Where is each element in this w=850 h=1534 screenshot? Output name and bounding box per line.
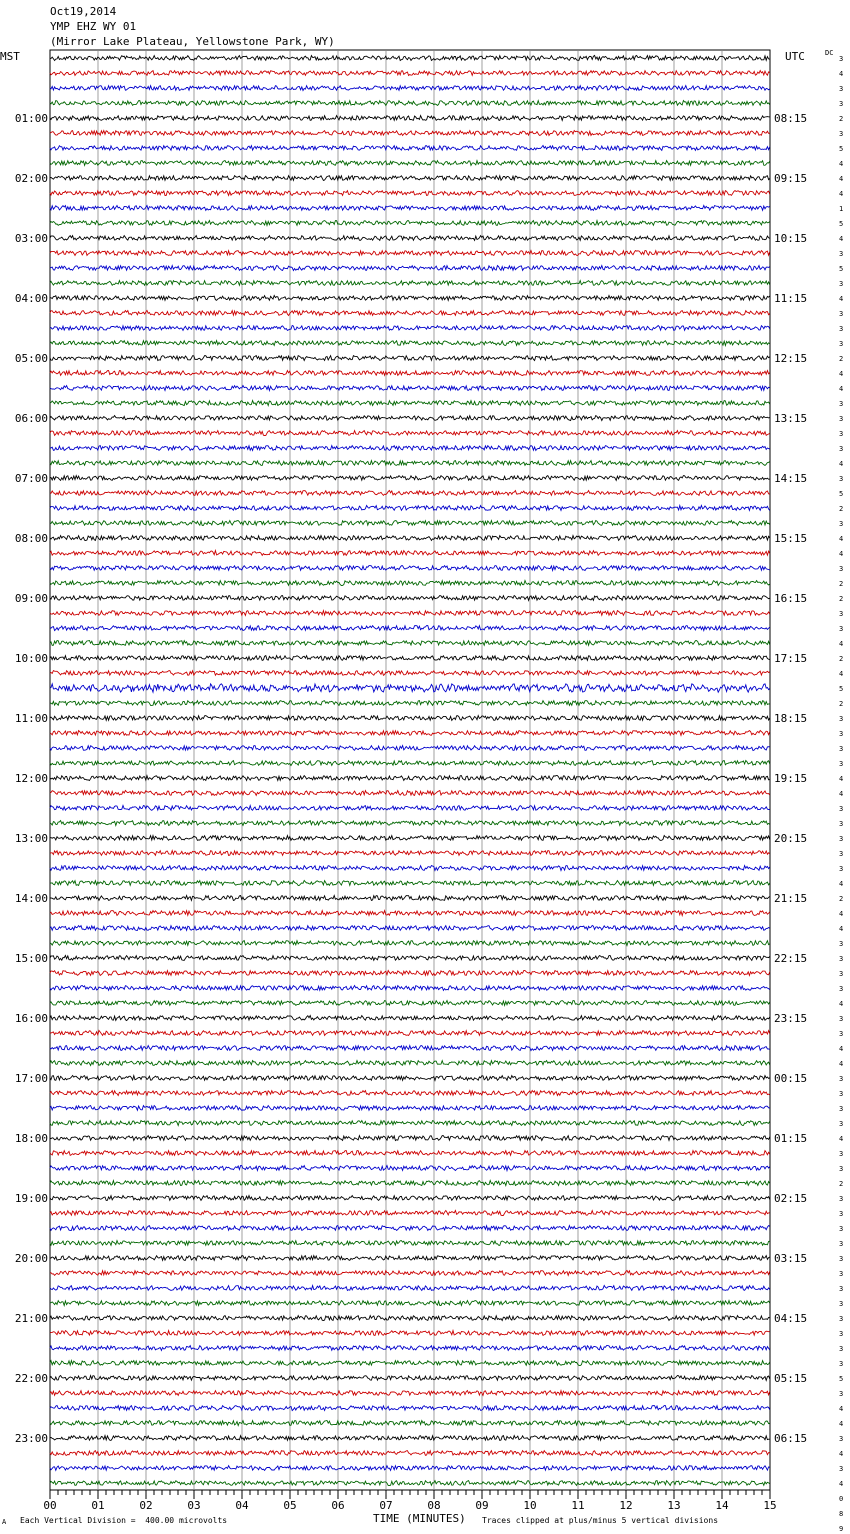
seismic-trace: [50, 191, 770, 196]
seismic-trace: [50, 371, 770, 376]
dc-offset-value: 3: [839, 1390, 844, 1398]
dc-offset-value: 3: [839, 820, 844, 828]
dc-offset-value: 3: [839, 1150, 844, 1158]
utc-hour-label: 13:15: [774, 412, 808, 425]
dc-offset-value: 3: [839, 760, 844, 768]
seismic-trace: [50, 1061, 770, 1066]
dc-offset-value: 4: [839, 775, 844, 783]
dc-offset-value: 4: [839, 1480, 844, 1488]
dc-offset-value: 3: [839, 955, 844, 963]
utc-hour-label: 10:15: [774, 232, 808, 245]
seismic-trace: [50, 536, 770, 541]
chart-location: (Mirror Lake Plateau, Yellowstone Park, WY): [50, 35, 335, 48]
seismic-trace: [50, 761, 770, 766]
x-tick-label: 09: [475, 1499, 489, 1512]
seismic-trace: [50, 521, 770, 526]
dc-offset-value: 2: [839, 115, 844, 123]
seismic-trace: [50, 1241, 770, 1246]
dc-offset-value: 2: [839, 355, 844, 363]
dc-offset-value: 3: [839, 475, 844, 483]
dc-offset-value: 8: [839, 1510, 844, 1518]
dc-offset-value: 4: [839, 235, 844, 243]
seismic-trace: [50, 896, 770, 901]
mst-hour-label: 19:00: [14, 1192, 48, 1205]
dc-offset-value: 4: [839, 460, 844, 468]
seismic-trace: [50, 776, 770, 781]
mst-hour-label: 20:00: [14, 1252, 48, 1265]
seismic-trace: [50, 116, 770, 121]
dc-offset-value: 3: [839, 1090, 844, 1098]
dc-offset-value: 4: [839, 70, 844, 78]
utc-hour-label: 20:15: [774, 832, 808, 845]
x-tick-label: 02: [139, 1499, 153, 1512]
dc-offset-value: 3: [839, 1030, 844, 1038]
dc-offset-value: 4: [839, 670, 844, 678]
seismic-trace: [50, 1121, 770, 1126]
dc-offset-value: 2: [839, 595, 844, 603]
dc-offset-value: 3: [839, 415, 844, 423]
dc-offset-value: 2: [839, 700, 844, 708]
dc-offset-value: 3: [839, 1300, 844, 1308]
seismic-trace: [50, 566, 770, 571]
dc-offset-value: 5: [839, 490, 844, 498]
seismic-trace: [50, 56, 770, 61]
dc-offset-value: 4: [839, 790, 844, 798]
mst-hour-label: 12:00: [14, 772, 48, 785]
seismic-trace: [50, 131, 770, 136]
dc-offset-value: 4: [839, 640, 844, 648]
dc-offset-value: 3: [839, 610, 844, 618]
seismic-trace: [50, 1286, 770, 1291]
dc-offset-value: 2: [839, 580, 844, 588]
utc-hour-label: 06:15: [774, 1432, 808, 1445]
seismic-trace: [50, 1481, 770, 1486]
dc-offset-value: 3: [839, 130, 844, 138]
seismic-trace: [50, 146, 770, 151]
mst-hour-label: 01:00: [14, 112, 48, 125]
mst-hour-label: 17:00: [14, 1072, 48, 1085]
x-tick-label: 07: [379, 1499, 393, 1512]
utc-hour-label: 05:15: [774, 1372, 808, 1385]
dc-label: DC: [825, 49, 834, 57]
mst-hour-label: 11:00: [14, 712, 48, 725]
dc-offset-value: 3: [839, 1285, 844, 1293]
x-tick-label: 14: [715, 1499, 729, 1512]
mst-hour-label: 15:00: [14, 952, 48, 965]
dc-offset-value: 4: [839, 370, 844, 378]
seismic-trace: [50, 1331, 770, 1336]
dc-offset-value: 3: [839, 340, 844, 348]
seismic-trace: [50, 101, 770, 106]
seismic-trace: [50, 461, 770, 466]
seismic-trace: [50, 311, 770, 316]
mst-hour-label: 10:00: [14, 652, 48, 665]
seismic-trace: [50, 1091, 770, 1096]
dc-offset-value: 3: [839, 310, 844, 318]
dc-offset-value: 3: [839, 985, 844, 993]
seismic-trace: [50, 851, 770, 856]
mst-hour-label: 18:00: [14, 1132, 48, 1145]
seismic-trace: [50, 731, 770, 736]
left-timezone-label: MST: [0, 50, 20, 63]
seismic-trace: [50, 236, 770, 241]
mst-hour-label: 03:00: [14, 232, 48, 245]
dc-offset-value: 3: [839, 940, 844, 948]
dc-offset-value: 3: [839, 850, 844, 858]
dc-offset-value: 3: [839, 805, 844, 813]
seismic-trace: [50, 956, 770, 961]
dc-offset-value: 2: [839, 895, 844, 903]
dc-offset-value: 3: [839, 1105, 844, 1113]
dc-offset-value: 2: [839, 505, 844, 513]
dc-offset-value: 3: [839, 400, 844, 408]
seismic-trace: [50, 341, 770, 346]
dc-offset-value: 5: [839, 1375, 844, 1383]
dc-offset-value: 4: [839, 385, 844, 393]
seismic-trace: [50, 926, 770, 931]
seismic-trace: [50, 551, 770, 556]
seismic-trace: [50, 684, 770, 692]
dc-offset-value: 3: [839, 625, 844, 633]
x-tick-label: 04: [235, 1499, 249, 1512]
seismic-trace: [50, 1421, 770, 1426]
dc-offset-value: 4: [839, 295, 844, 303]
dc-offset-value: 3: [839, 1240, 844, 1248]
utc-hour-label: 23:15: [774, 1012, 808, 1025]
seismic-trace: [50, 1256, 770, 1261]
dc-offset-value: 3: [839, 745, 844, 753]
dc-offset-value: 3: [839, 85, 844, 93]
dc-offset-value: 3: [839, 1465, 844, 1473]
dc-offset-value: 3: [839, 1015, 844, 1023]
dc-offset-value: 3: [839, 1195, 844, 1203]
seismic-trace: [50, 836, 770, 841]
dc-offset-value: 3: [839, 1210, 844, 1218]
dc-offset-value: 4: [839, 880, 844, 888]
seismic-trace: [50, 221, 770, 226]
seismic-trace: [50, 296, 770, 301]
dc-offset-value: 3: [839, 250, 844, 258]
x-tick-label: 15: [763, 1499, 777, 1512]
dc-offset-value: 3: [839, 1360, 844, 1368]
mst-hour-label: 02:00: [14, 172, 48, 185]
seismic-trace: [50, 971, 770, 976]
seismic-trace: [50, 431, 770, 436]
dc-offset-value: 3: [839, 280, 844, 288]
seismic-trace: [50, 401, 770, 406]
seismic-trace: [50, 176, 770, 181]
utc-hour-label: 17:15: [774, 652, 808, 665]
dc-offset-value: 2: [839, 1180, 844, 1188]
seismic-trace: [50, 986, 770, 991]
dc-offset-value: 3: [839, 1165, 844, 1173]
dc-offset-value: 3: [839, 565, 844, 573]
dc-offset-value: 3: [839, 445, 844, 453]
seismic-trace: [50, 1181, 770, 1186]
seismic-trace: [50, 881, 770, 886]
seismic-trace: [50, 1076, 770, 1081]
dc-offset-value: 3: [839, 325, 844, 333]
seismic-trace: [50, 1316, 770, 1321]
utc-hour-label: 03:15: [774, 1252, 808, 1265]
utc-hour-label: 08:15: [774, 112, 808, 125]
dc-offset-value: 3: [839, 1345, 844, 1353]
seismic-trace: [50, 446, 770, 451]
utc-hour-label: 12:15: [774, 352, 808, 365]
seismic-trace: [50, 416, 770, 421]
seismic-trace: [50, 1106, 770, 1111]
dc-offset-value: 5: [839, 265, 844, 273]
seismic-trace: [50, 641, 770, 646]
mst-hour-label: 06:00: [14, 412, 48, 425]
footer-scale-note: Each Vertical Division = 400.00 microvolts: [20, 1516, 228, 1525]
x-tick-label: 12: [619, 1499, 633, 1512]
right-timezone-label: UTC: [785, 50, 805, 63]
dc-offset-value: 3: [839, 715, 844, 723]
dc-offset-value: 4: [839, 535, 844, 543]
mst-hour-label: 07:00: [14, 472, 48, 485]
seismic-trace: [50, 1166, 770, 1171]
dc-offset-value: 4: [839, 1000, 844, 1008]
x-tick-label: 11: [571, 1499, 585, 1512]
x-axis-title: TIME (MINUTES): [373, 1512, 466, 1525]
dc-offset-value: 3: [839, 1270, 844, 1278]
utc-hour-label: 00:15: [774, 1072, 808, 1085]
dc-offset-value: 3: [839, 1435, 844, 1443]
seismic-trace: [50, 356, 770, 361]
mst-hour-label: 16:00: [14, 1012, 48, 1025]
seismic-trace: [50, 596, 770, 601]
dc-offset-value: 4: [839, 550, 844, 558]
seismic-trace: [50, 266, 770, 271]
dc-offset-value: 4: [839, 1135, 844, 1143]
seismic-trace: [50, 1226, 770, 1231]
seismic-trace: [50, 506, 770, 511]
dc-offset-value: 4: [839, 1060, 844, 1068]
mst-hour-label: 13:00: [14, 832, 48, 845]
mst-hour-label: 05:00: [14, 352, 48, 365]
dc-offset-value: 4: [839, 160, 844, 168]
seismic-trace: [50, 1406, 770, 1411]
seismic-trace: [50, 386, 770, 391]
x-tick-label: 05: [283, 1499, 297, 1512]
utc-hour-label: 02:15: [774, 1192, 808, 1205]
seismic-trace: [50, 911, 770, 916]
dc-offset-value: 1: [839, 205, 844, 213]
seismic-trace: [50, 626, 770, 631]
x-tick-label: 03: [187, 1499, 201, 1512]
seismic-trace: [50, 866, 770, 871]
dc-offset-value: 5: [839, 145, 844, 153]
seismic-trace: [50, 1031, 770, 1036]
dc-offset-value: 3: [839, 430, 844, 438]
mst-hour-label: 09:00: [14, 592, 48, 605]
dc-offset-value: 2: [839, 655, 844, 663]
seismic-trace: [50, 1271, 770, 1276]
seismic-trace: [50, 1001, 770, 1006]
seismic-trace: [50, 1151, 770, 1156]
utc-hour-label: 09:15: [774, 172, 808, 185]
seismic-trace: [50, 251, 770, 256]
utc-hour-label: 22:15: [774, 952, 808, 965]
seismic-trace: [50, 71, 770, 76]
seismic-trace: [50, 1361, 770, 1366]
seismic-trace: [50, 716, 770, 721]
mst-hour-label: 04:00: [14, 292, 48, 305]
utc-hour-label: 04:15: [774, 1312, 808, 1325]
mst-hour-label: 14:00: [14, 892, 48, 905]
dc-offset-value: 3: [839, 520, 844, 528]
seismic-trace: [50, 1391, 770, 1396]
dc-offset-value: 9: [839, 1525, 844, 1533]
mst-hour-label: 22:00: [14, 1372, 48, 1385]
footer-mark: A: [2, 1518, 7, 1526]
dc-offset-value: 5: [839, 685, 844, 693]
dc-offset-value: 3: [839, 730, 844, 738]
seismic-trace: [50, 476, 770, 481]
dc-offset-value: 3: [839, 1330, 844, 1338]
seismic-trace: [50, 581, 770, 586]
seismic-trace: [50, 1196, 770, 1201]
dc-offset-value: 3: [839, 970, 844, 978]
dc-offset-value: 3: [839, 1225, 844, 1233]
seismic-trace: [50, 1301, 770, 1306]
x-tick-label: 13: [667, 1499, 681, 1512]
seismic-trace: [50, 326, 770, 331]
dc-offset-value: 0: [839, 1495, 844, 1503]
seismic-trace: [50, 701, 770, 706]
seismic-trace: [50, 1136, 770, 1141]
seismic-trace: [50, 806, 770, 811]
mst-hour-label: 08:00: [14, 532, 48, 545]
seismic-trace: [50, 1346, 770, 1351]
dc-offset-value: 3: [839, 100, 844, 108]
dc-offset-value: 3: [839, 1255, 844, 1263]
dc-offset-value: 4: [839, 1045, 844, 1053]
utc-hour-label: 18:15: [774, 712, 808, 725]
utc-hour-label: 11:15: [774, 292, 808, 305]
seismic-trace: [50, 791, 770, 796]
dc-offset-value: 3: [839, 1120, 844, 1128]
chart-station: YMP EHZ WY 01: [50, 20, 137, 33]
dc-offset-value: 4: [839, 1405, 844, 1413]
utc-hour-label: 16:15: [774, 592, 808, 605]
dc-offset-value: 4: [839, 1450, 844, 1458]
seismic-trace: [50, 1466, 770, 1471]
dc-offset-value: 3: [839, 865, 844, 873]
dc-offset-value: 4: [839, 925, 844, 933]
x-tick-label: 01: [91, 1499, 105, 1512]
seismic-trace: [50, 656, 770, 661]
utc-hour-label: 21:15: [774, 892, 808, 905]
chart-date: Oct19,2014: [50, 5, 117, 18]
seismic-trace: [50, 161, 770, 166]
footer-clip-note: Traces clipped at plus/minus 5 vertical divisions: [482, 1516, 719, 1525]
dc-offset-value: 4: [839, 175, 844, 183]
seismic-trace: [50, 611, 770, 616]
seismic-trace: [50, 671, 770, 676]
x-tick-label: 00: [43, 1499, 57, 1512]
dc-offset-value: 3: [839, 835, 844, 843]
x-tick-label: 10: [523, 1499, 537, 1512]
dc-offset-value: 3: [839, 1315, 844, 1323]
seismic-trace: [50, 1451, 770, 1456]
seismic-trace: [50, 1211, 770, 1216]
seismic-trace: [50, 1046, 770, 1051]
seismic-trace: [50, 86, 770, 91]
dc-offset-value: 4: [839, 910, 844, 918]
utc-hour-label: 01:15: [774, 1132, 808, 1145]
dc-offset-value: 4: [839, 190, 844, 198]
utc-hour-label: 15:15: [774, 532, 808, 545]
dc-offset-value: 3: [839, 1075, 844, 1083]
utc-hour-label: 14:15: [774, 472, 808, 485]
seismic-trace: [50, 746, 770, 751]
seismic-trace: [50, 821, 770, 826]
seismic-trace: [50, 281, 770, 286]
mst-hour-label: 21:00: [14, 1312, 48, 1325]
seismic-trace: [50, 941, 770, 946]
seismic-trace: [50, 1016, 770, 1021]
dc-offset-value: 3: [839, 55, 844, 63]
seismic-trace: [50, 1376, 770, 1381]
utc-hour-label: 19:15: [774, 772, 808, 785]
seismic-trace: [50, 1436, 770, 1441]
seismic-trace: [50, 491, 770, 496]
mst-hour-label: 23:00: [14, 1432, 48, 1445]
dc-offset-value: 4: [839, 1420, 844, 1428]
x-tick-label: 08: [427, 1499, 441, 1512]
x-tick-label: 06: [331, 1499, 345, 1512]
seismic-trace: [50, 206, 770, 211]
dc-offset-value: 5: [839, 220, 844, 228]
